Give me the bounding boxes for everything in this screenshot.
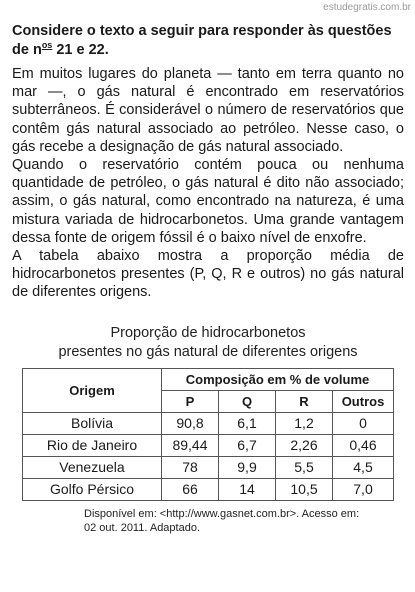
column-header-r: R [276,390,333,412]
paragraph-2: Quando o reservatório contém pouca ou nenhuma quantidade de petróleo, o gás natural é dito não associado; assim, o gás natural, como encontrado na natureza, é uma mistura variada de hidrocarbonetos. Uma grande vantagem dessa fonte de origem fóssil é o baixo nível de enxofre. [12,157,404,246]
table-title: Proporção de hidrocarbonetos presentes no gás natural de diferentes origens [58,324,358,360]
origin-cell: Venezuela [23,456,162,478]
value-cell: 90,8 [162,412,219,434]
composition-header: Composição em % de volume [162,368,394,390]
column-header-p: P [162,390,219,412]
origin-cell: Golfo Pérsico [23,478,162,500]
column-header-q: Q [219,390,276,412]
value-cell: 6,7 [219,434,276,456]
origin-cell: Rio de Janeiro [23,434,162,456]
paragraph-1: Em muitos lugares do planeta — tanto em terra quanto no mar —, o gás natural é encontrado em reservatórios subterrâneos. É considerável o número de reservatórios que contêm gás natural associado ao petróleo. Nesse caso, o gás recebe a designação de gás natural associado. [12,66,404,155]
value-cell: 89,44 [162,434,219,456]
paragraph-3: A tabela abaixo mostra a proporção média de hidrocarbonetos presentes (P, Q, R e outros) no gás natural de diferentes origens. [12,248,404,301]
question-content [12,22,404,535]
value-cell: 5,5 [276,456,333,478]
table-row [23,478,394,500]
value-cell: 14 [219,478,276,500]
value-cell: 6,1 [219,412,276,434]
value-cell: 2,26 [276,434,333,456]
question-header: Considere o texto a seguir para responder às questões de $n^{os}$ 21 e 22. [12,23,392,58]
value-cell: 9,9 [219,456,276,478]
composition-table [22,368,394,501]
value-cell: 10,5 [276,478,333,500]
table-row [23,456,394,478]
table-row [23,412,394,434]
value-cell: 4,5 [333,456,394,478]
column-header-outros: Outros [333,390,394,412]
source-citation: Disponível em: <http://www.gasnet.com.br>. Acesso em: 02 out. 2011. Adaptado. [84,507,360,534]
value-cell: 78 [162,456,219,478]
origin-header: Origem [23,368,162,412]
value-cell: 1,2 [276,412,333,434]
table-row [23,434,394,456]
value-cell: 7,0 [333,478,394,500]
value-cell: 0,46 [333,434,394,456]
value-cell: 0 [333,412,394,434]
value-cell: 66 [162,478,219,500]
watermark: estudegratis.com.br [323,2,411,13]
origin-cell: Bolívia [23,412,162,434]
